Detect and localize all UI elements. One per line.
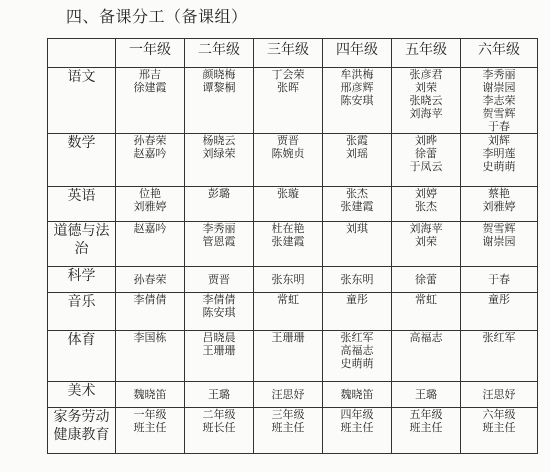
teacher-name: 张晓云	[409, 94, 443, 107]
teacher-cell	[323, 382, 392, 408]
subject-label: 语文	[48, 68, 116, 134]
teacher-name: 童彤	[488, 293, 510, 306]
teacher-cell	[254, 222, 323, 267]
teacher-name: 李倩倩	[202, 293, 236, 306]
teacher-name: 李明莲	[482, 147, 516, 160]
teacher-cell	[116, 134, 185, 187]
teacher-name: 刘雅婷	[482, 200, 516, 213]
teacher-name: 班主任	[482, 421, 516, 434]
teacher-name: 邢吉	[139, 68, 161, 81]
column-header-grade-6: 六年级	[461, 39, 538, 68]
teacher-name: 班长任	[202, 421, 236, 434]
teacher-name: 张红军	[482, 331, 516, 344]
lesson-prep-schedule-table	[47, 38, 538, 454]
teacher-name: 常虹	[415, 293, 437, 306]
teacher-cell	[254, 331, 323, 382]
subject-label: 家务劳动健康教育	[48, 408, 116, 454]
teacher-name: 高福志	[340, 344, 374, 357]
teacher-name: 六年级	[482, 408, 516, 421]
teacher-cell	[185, 331, 254, 382]
column-header-grade-3: 三年级	[254, 39, 323, 68]
subject-label: 科学	[48, 267, 116, 293]
subject-label: 音乐	[48, 293, 116, 331]
teacher-name: 张彦君	[409, 68, 443, 81]
teacher-cell	[392, 408, 461, 454]
column-header-grade-5: 五年级	[392, 39, 461, 68]
teacher-cell	[323, 134, 392, 187]
teacher-name: 二年级	[202, 408, 236, 421]
teacher-name: 刘荣	[415, 235, 437, 248]
teacher-name: 管恩霞	[202, 235, 236, 248]
teacher-name: 于春	[488, 120, 510, 133]
teacher-cell	[392, 187, 461, 222]
teacher-name: 张建霞	[340, 200, 374, 213]
teacher-cell	[323, 187, 392, 222]
teacher-cell	[323, 331, 392, 382]
teacher-name: 邢彦辉	[340, 81, 374, 94]
teacher-name: 位艳	[139, 187, 161, 200]
teacher-cell	[185, 187, 254, 222]
teacher-cell	[254, 293, 323, 331]
teacher-name: 杜在艳	[271, 222, 305, 235]
teacher-cell	[323, 408, 392, 454]
teacher-name: 赵嘉吟	[133, 147, 167, 160]
teacher-name: 张晖	[277, 81, 299, 94]
teacher-cell	[323, 267, 392, 293]
teacher-cell	[116, 331, 185, 382]
teacher-name: 五年级	[409, 408, 443, 421]
teacher-name: 张建霞	[271, 235, 305, 248]
teacher-name: 陈安琪	[202, 306, 236, 319]
teacher-name: 王璐	[415, 388, 437, 401]
teacher-name: 赵嘉吟	[133, 222, 167, 235]
teacher-name: 丁会荣	[271, 68, 305, 81]
teacher-name: 高福志	[409, 331, 443, 344]
teacher-cell	[116, 408, 185, 454]
teacher-name: 张红军	[340, 331, 374, 344]
teacher-name: 班主任	[271, 421, 305, 434]
teacher-cell	[461, 222, 538, 267]
teacher-name: 班主任	[340, 421, 374, 434]
teacher-cell	[392, 222, 461, 267]
teacher-name: 班主任	[409, 421, 443, 434]
teacher-name: 贾晋	[277, 134, 299, 147]
teacher-name: 贺雪辉	[482, 222, 516, 235]
teacher-cell	[461, 134, 538, 187]
teacher-name: 刘雅婷	[133, 200, 167, 213]
teacher-cell	[185, 382, 254, 408]
teacher-name: 常虹	[277, 293, 299, 306]
teacher-cell	[116, 68, 185, 134]
teacher-name: 魏晓笛	[133, 388, 167, 401]
table-row	[48, 267, 538, 293]
section-heading: 四、备课分工（备课组）	[66, 7, 248, 26]
teacher-name: 于春	[488, 273, 510, 286]
table-row	[48, 187, 538, 222]
teacher-name: 于凤云	[409, 160, 443, 173]
table-row	[48, 408, 538, 454]
teacher-name: 陈安琪	[340, 94, 374, 107]
teacher-cell	[116, 222, 185, 267]
table-row	[48, 382, 538, 408]
teacher-cell	[461, 267, 538, 293]
teacher-name: 刘晔	[415, 134, 437, 147]
teacher-cell	[461, 331, 538, 382]
teacher-cell	[461, 187, 538, 222]
teacher-cell	[323, 293, 392, 331]
subject-label: 英语	[48, 187, 116, 222]
teacher-name: 贾晋	[208, 273, 230, 286]
teacher-cell	[254, 267, 323, 293]
teacher-cell	[185, 267, 254, 293]
teacher-name: 刘海苹	[409, 107, 443, 120]
teacher-cell	[461, 68, 538, 134]
teacher-name: 谭黎桐	[202, 81, 236, 94]
teacher-name: 张东明	[340, 273, 374, 286]
teacher-cell	[185, 408, 254, 454]
teacher-cell	[392, 267, 461, 293]
teacher-cell	[116, 267, 185, 293]
table-row	[48, 222, 538, 267]
teacher-cell	[254, 187, 323, 222]
teacher-cell	[323, 68, 392, 134]
teacher-name: 李志荣	[482, 94, 516, 107]
teacher-name: 张杰	[346, 187, 368, 200]
teacher-cell	[254, 68, 323, 134]
teacher-name: 陈婉贞	[271, 147, 305, 160]
teacher-cell	[185, 68, 254, 134]
teacher-name: 刘琪	[346, 222, 368, 235]
teacher-name: 汪思妤	[482, 388, 516, 401]
column-header-grade-2: 二年级	[185, 39, 254, 68]
teacher-name: 王珊珊	[271, 331, 305, 344]
teacher-cell	[116, 382, 185, 408]
teacher-cell	[323, 222, 392, 267]
teacher-cell	[254, 134, 323, 187]
teacher-name: 汪思妤	[271, 388, 305, 401]
teacher-cell	[254, 382, 323, 408]
teacher-name: 张霞	[346, 134, 368, 147]
teacher-name: 童彤	[346, 293, 368, 306]
teacher-name: 徐建霞	[133, 81, 167, 94]
teacher-name: 刘婷	[415, 187, 437, 200]
table-row	[48, 134, 538, 187]
teacher-cell	[185, 293, 254, 331]
teacher-name: 张杰	[415, 200, 437, 213]
teacher-cell	[185, 222, 254, 267]
teacher-name: 刘瑶	[346, 147, 368, 160]
teacher-name: 贺雪辉	[482, 107, 516, 120]
table-row	[48, 293, 538, 331]
teacher-name: 三年级	[271, 408, 305, 421]
teacher-name: 刘荣	[415, 81, 437, 94]
teacher-name: 张璇	[277, 187, 299, 200]
teacher-cell	[461, 293, 538, 331]
teacher-cell	[185, 134, 254, 187]
teacher-cell	[392, 293, 461, 331]
teacher-name: 李秀丽	[482, 68, 516, 81]
subject-label: 道德与法治	[48, 222, 116, 267]
teacher-name: 彭璐	[208, 187, 230, 200]
subject-label: 数学	[48, 134, 116, 187]
teacher-name: 颜晓梅	[202, 68, 236, 81]
teacher-cell	[392, 382, 461, 408]
column-header-grade-4: 四年级	[323, 39, 392, 68]
teacher-name: 谢崇园	[482, 235, 516, 248]
header-row	[48, 39, 538, 68]
teacher-cell	[392, 331, 461, 382]
teacher-name: 徐蕾	[415, 147, 437, 160]
teacher-cell	[254, 408, 323, 454]
teacher-name: 刘海苹	[409, 222, 443, 235]
teacher-name: 孙春荣	[133, 134, 167, 147]
teacher-name: 李国栋	[133, 331, 167, 344]
teacher-cell	[392, 68, 461, 134]
teacher-name: 孙春荣	[133, 273, 167, 286]
teacher-name: 杨晓云	[202, 134, 236, 147]
teacher-name: 刘辉	[488, 134, 510, 147]
teacher-name: 史萌萌	[482, 160, 516, 173]
teacher-cell	[392, 134, 461, 187]
teacher-name: 蔡艳	[488, 187, 510, 200]
teacher-name: 李倩倩	[133, 293, 167, 306]
teacher-name: 吕晓晨	[202, 331, 236, 344]
subject-label: 美术	[48, 382, 116, 408]
teacher-name: 魏晓笛	[340, 388, 374, 401]
table-row	[48, 331, 538, 382]
teacher-name: 张东明	[271, 273, 305, 286]
teacher-name: 刘绿荣	[202, 147, 236, 160]
teacher-name: 一年级	[133, 408, 167, 421]
teacher-name: 徐蕾	[415, 273, 437, 286]
corner-cell	[48, 39, 116, 68]
teacher-cell	[461, 382, 538, 408]
teacher-name: 班主任	[133, 421, 167, 434]
teacher-name: 王璐	[208, 388, 230, 401]
teacher-name: 四年级	[340, 408, 374, 421]
teacher-name: 谢崇园	[482, 81, 516, 94]
table-row	[48, 68, 538, 134]
column-header-grade-1: 一年级	[116, 39, 185, 68]
teacher-cell	[116, 293, 185, 331]
teacher-name: 王珊珊	[202, 344, 236, 357]
teacher-name: 史萌萌	[340, 357, 374, 370]
subject-label: 体育	[48, 331, 116, 382]
teacher-cell	[461, 408, 538, 454]
teacher-cell	[116, 187, 185, 222]
teacher-name: 李秀丽	[202, 222, 236, 235]
teacher-name: 牟洪梅	[340, 68, 374, 81]
